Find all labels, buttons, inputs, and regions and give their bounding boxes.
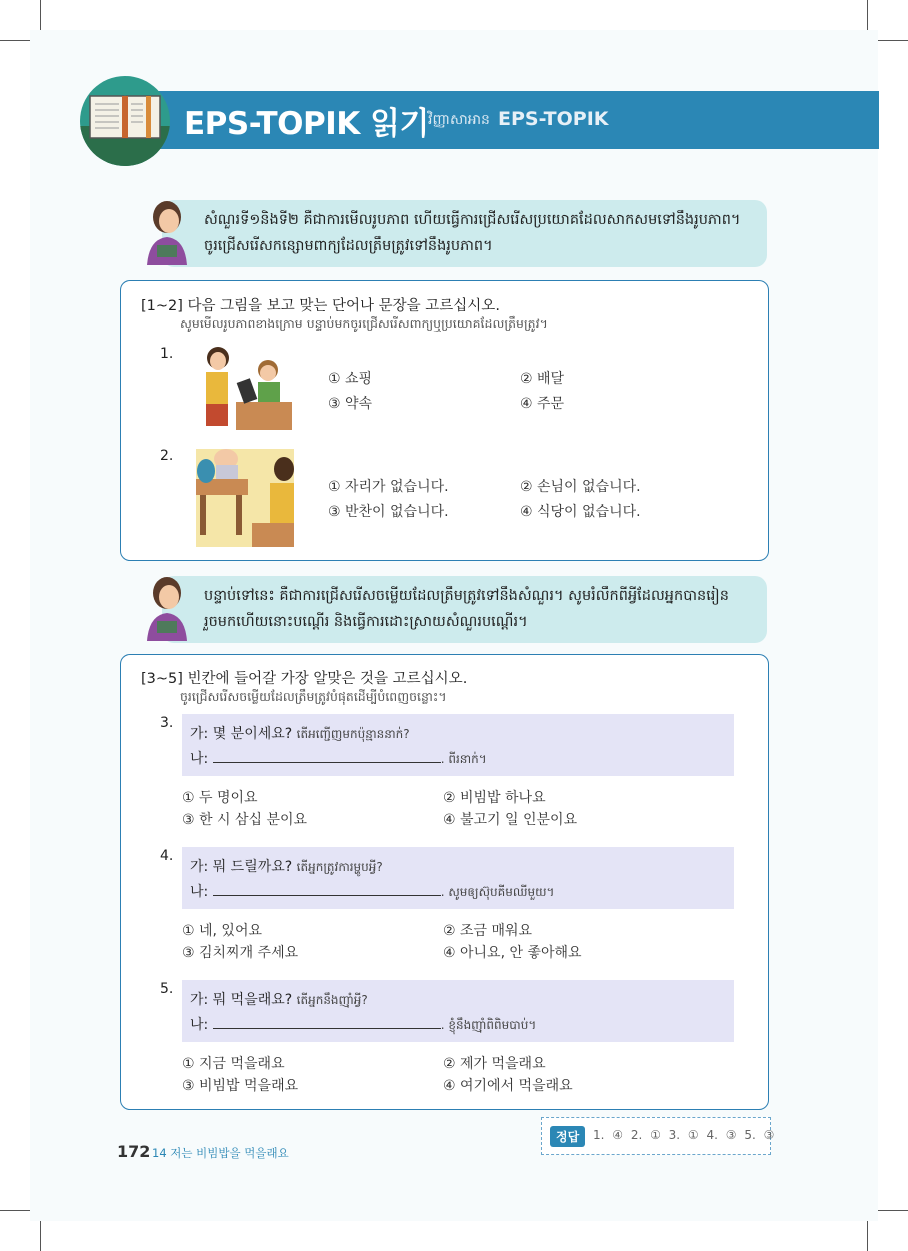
dialog-box-4 xyxy=(182,847,734,909)
dialog-box-5 xyxy=(182,980,734,1042)
instruction-line: រួចមកហើយនោះបណ្ដើរ និងធ្វើការដោះស្រាយសំណួរបណ្ដើរ។ xyxy=(204,614,528,630)
option-3-4[interactable]: ④ 불고기 일 인분이요 xyxy=(443,812,578,828)
answer-blank[interactable] xyxy=(213,750,441,763)
answer-key-values: 1. ④ 2. ① 3. ① 4. ③ 5. ③ xyxy=(593,1128,775,1142)
dialog-na: 나: . ខ្ញុំនឹងញ៉ាំពិពិមបាប់។ xyxy=(190,1017,537,1033)
crop-mark xyxy=(0,1210,30,1211)
option-4-1[interactable]: ① 네, 있어요 xyxy=(182,923,262,939)
chapter-title: 14 저는 비빔밥을 먹을래요 xyxy=(152,1146,289,1160)
option-1-1[interactable]: ① 쇼핑 xyxy=(328,371,373,387)
dialog-ga: 가: 몇 분이세요? តើអញ្ជើញមកប៉ុន្មាននាក់? xyxy=(190,726,410,742)
section-subtitle: សូមមើលរូបភាពខាងក្រោម បន្ទាប់មកចូរជ្រើសរើសពាក្យឬប្រយោគដែលត្រឹមត្រូវ។ xyxy=(180,316,548,331)
crop-mark xyxy=(867,1221,868,1251)
option-2-4[interactable]: ④ 식당이 없습니다. xyxy=(520,504,641,520)
crop-mark xyxy=(40,0,41,30)
question-number: 5. xyxy=(160,981,174,997)
section-title: [1~2] 다음 그림을 보고 맞는 단어나 문장을 고르십시오. xyxy=(141,298,500,314)
dialog-na: 나: . ពីរនាក់។ xyxy=(190,751,487,767)
option-1-2[interactable]: ② 배달 xyxy=(520,371,565,387)
teacher-avatar-icon xyxy=(143,197,191,265)
teacher-avatar-icon xyxy=(143,573,191,641)
option-4-3[interactable]: ③ 김치찌개 주세요 xyxy=(182,945,299,961)
option-5-3[interactable]: ③ 비빔밥 먹을래요 xyxy=(182,1078,299,1094)
option-2-3[interactable]: ③ 반찬이 없습니다. xyxy=(328,504,449,520)
crop-mark xyxy=(40,1221,41,1251)
answer-blank[interactable] xyxy=(213,1016,441,1029)
page-subtitle: EPS-TOPIK xyxy=(498,108,609,130)
section-subtitle: ចូរជ្រើសរើសចម្លើយដែលត្រឹមត្រូវបំផុតដើម្បីបំពេញចន្លោះ។ xyxy=(180,689,447,704)
instruction-line: សំណួរទី១និងទី២ គឺជាការមើលរូបភាព ហើយធ្វើការជ្រើសរើសប្រយោគដែលសាកសមទៅនឹងរូបភាព។ xyxy=(204,212,741,228)
crop-mark xyxy=(878,40,908,41)
instruction-line: បន្ទាប់ទៅនេះ គឺជាការជ្រើសរើសចម្លើយដែលត្រឹមត្រូវទៅនឹងសំណួរ។ សូមរំលឹកពីអ្វីដែលអ្នកបានរៀន xyxy=(204,588,729,604)
option-4-4[interactable]: ④ 아니요, 안 좋아해요 xyxy=(443,945,582,961)
answer-key-label: 정답 xyxy=(550,1126,585,1147)
page-title: EPS-TOPIK 읽기 xyxy=(184,106,429,142)
crop-mark xyxy=(0,40,30,41)
question-number: 1. xyxy=(160,346,174,362)
dialog-ga: 가: 뭐 먹을래요? តើអ្នកនឹងញ៉ាំអ្វី? xyxy=(190,992,368,1008)
answer-key xyxy=(541,1117,775,1155)
option-5-2[interactable]: ② 제가 먹을래요 xyxy=(443,1056,546,1072)
option-5-1[interactable]: ① 지금 먹을래요 xyxy=(182,1056,285,1072)
option-3-3[interactable]: ③ 한 시 삼십 분이요 xyxy=(182,812,308,828)
option-5-4[interactable]: ④ 여기에서 먹을래요 xyxy=(443,1078,573,1094)
restaurant-order-illustration xyxy=(196,344,294,432)
question-number: 3. xyxy=(160,715,174,731)
option-1-3[interactable]: ③ 약속 xyxy=(328,396,373,412)
page-number: 172 xyxy=(117,1142,151,1161)
instruction-bubble-1 xyxy=(162,200,767,267)
option-3-2[interactable]: ② 비빔밥 하나요 xyxy=(443,790,546,806)
instruction-bubble-2 xyxy=(162,576,767,643)
answer-blank[interactable] xyxy=(213,883,441,896)
crop-mark xyxy=(867,0,868,30)
book-icon xyxy=(88,94,162,140)
option-3-1[interactable]: ① 두 명이요 xyxy=(182,790,258,806)
crop-mark xyxy=(878,1210,908,1211)
dialog-ga: 가: 뭐 드릴까요? តើអ្នកត្រូវការម្ហូបអ្វី? xyxy=(190,859,383,875)
question-number: 4. xyxy=(160,848,174,864)
option-4-2[interactable]: ② 조금 매워요 xyxy=(443,923,533,939)
section-title: [3~5] 빈칸에 들어갈 가장 알맞은 것을 고르십시오. xyxy=(141,671,468,687)
page-title-khmer: វិញ្ញាសាអាន xyxy=(428,112,490,128)
dialog-box-3 xyxy=(182,714,734,776)
instruction-line: ចូរជ្រើសរើសកន្សោមពាក្យដែលត្រឹមត្រូវទៅនឹងរូបភាព។ xyxy=(204,238,493,254)
question-number: 2. xyxy=(160,448,174,464)
option-1-4[interactable]: ④ 주문 xyxy=(520,396,565,412)
dialog-na: 나: . សូមឲ្យស៊ុបគីមឈីមួយ។ xyxy=(190,884,555,900)
crowded-restaurant-illustration xyxy=(196,449,294,547)
option-2-2[interactable]: ② 손님이 없습니다. xyxy=(520,479,641,495)
option-2-1[interactable]: ① 자리가 없습니다. xyxy=(328,479,449,495)
